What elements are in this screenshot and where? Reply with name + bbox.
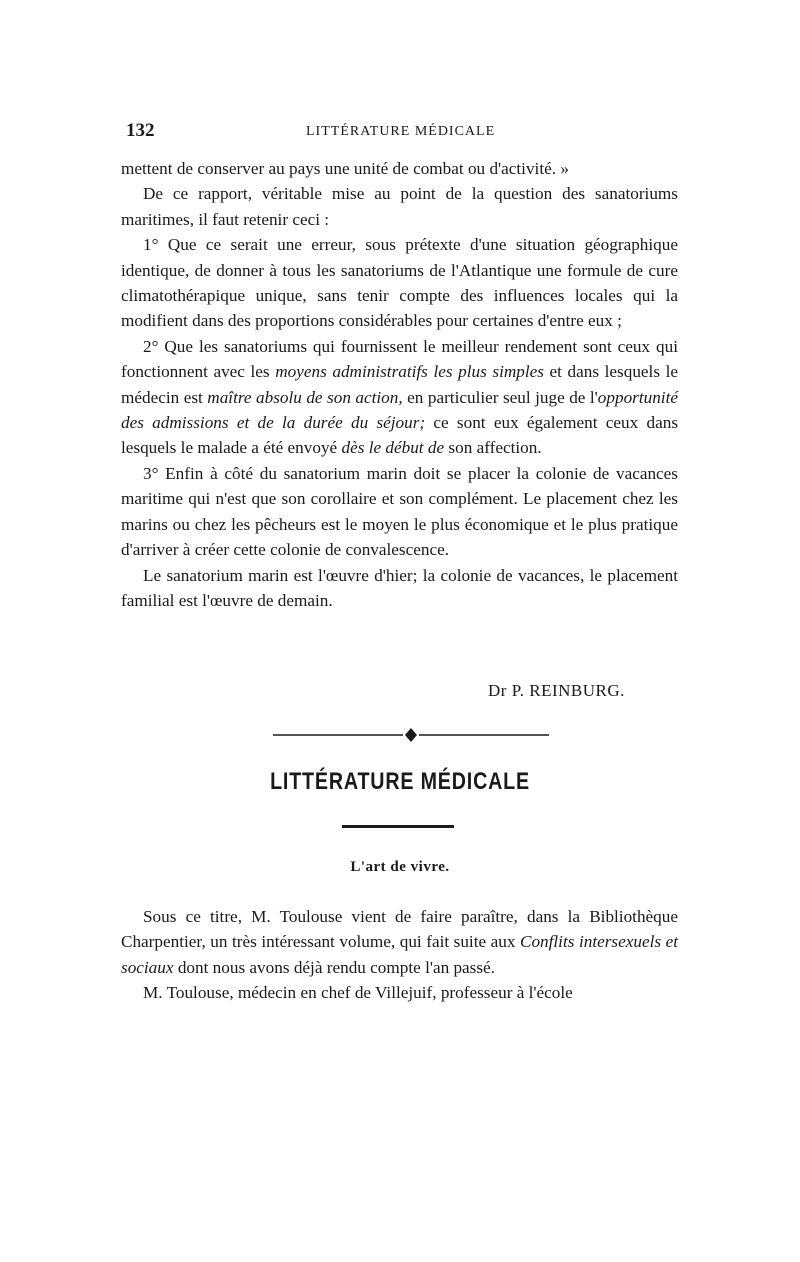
italic-run: Conflits intersexuels et sociaux [121,932,678,977]
divider-diamond [405,728,417,742]
text-run: Sous ce titre, M. Toulouse vient de faire paraître, dans la Bibliothèque Charpentier, un très intéressant volume, qui fait suite aux [121,907,678,952]
text-run: ce sont eux également ceux dans lesquels le malade a été envoyé [121,413,679,458]
italic-run: opportunité des admissions et de la durée du séjour; [121,387,678,433]
review-body [121,904,678,1006]
title-underline-rule [342,825,454,828]
section-divider-ornament [273,727,549,743]
text-run: son affection. [444,438,542,458]
page-number: 132 [126,120,155,141]
article-paragraph-6: Le sanatorium marin est l'œuvre d'hier; la colonie de vacances, le placement familial est l'œuvre de demain. [121,565,678,610]
italic-run: maître absolu de son action, [207,387,403,407]
review-paragraph-1 [121,904,678,980]
article-paragraph-1: mettent de conserver au pays une unité de combat ou d'activité. » [121,159,569,178]
section-title: LITTÉRATURE MÉDICALE [270,768,530,795]
author-signature: Dr P. REINBURG. [488,681,625,700]
text-run: en particulier seul juge de l' [402,387,598,407]
article-paragraph-3: 1° Que ce serait une erreur, sous prétexte d'une situation géographique identique, de donner à tous les sanatoriums de l'Atlantique une formule de cure climatothérapique unique, sans tenir compte des influences locales qui la modifient dans des proportions considérables pour certaines d'entre eux ; [121,235,678,331]
text-run: dont nous avons déjà rendu compte l'an passé. [173,957,495,977]
section-subtitle: L'art de vivre. [350,859,450,875]
article-paragraph-2: De ce rapport, véritable mise au point de la question des sanatoriums maritimes, il faut retenir ceci : [121,184,678,229]
page-header [126,120,678,144]
article-paragraph-4 [121,334,678,461]
text-run: 2° Que les sanatoriums qui fournissent le meilleur rendement sont ceux qui fonctionnent avec les [121,336,678,382]
italic-run: moyens administratifs les plus simples [275,362,544,382]
italic-run: dès le début de [341,438,445,458]
article-paragraph-5: 3° Enfin à côté du sanatorium marin doit se placer la colonie de vacances maritime qui n'est que son corollaire et son complément. Le placement chez les marins ou chez les pêcheurs est le moyen le plus économique et le plus pratique d'arriver à créer cette colonie de convalescence. [121,463,678,560]
review-paragraph-2: M. Toulouse, médecin en chef de Villejuif, professeur à l'école [143,983,573,1003]
text-run: et dans lesquels le médecin est [121,362,679,407]
article-body [121,156,678,613]
running-title: LITTÉRATURE MÉDICALE [306,124,496,139]
